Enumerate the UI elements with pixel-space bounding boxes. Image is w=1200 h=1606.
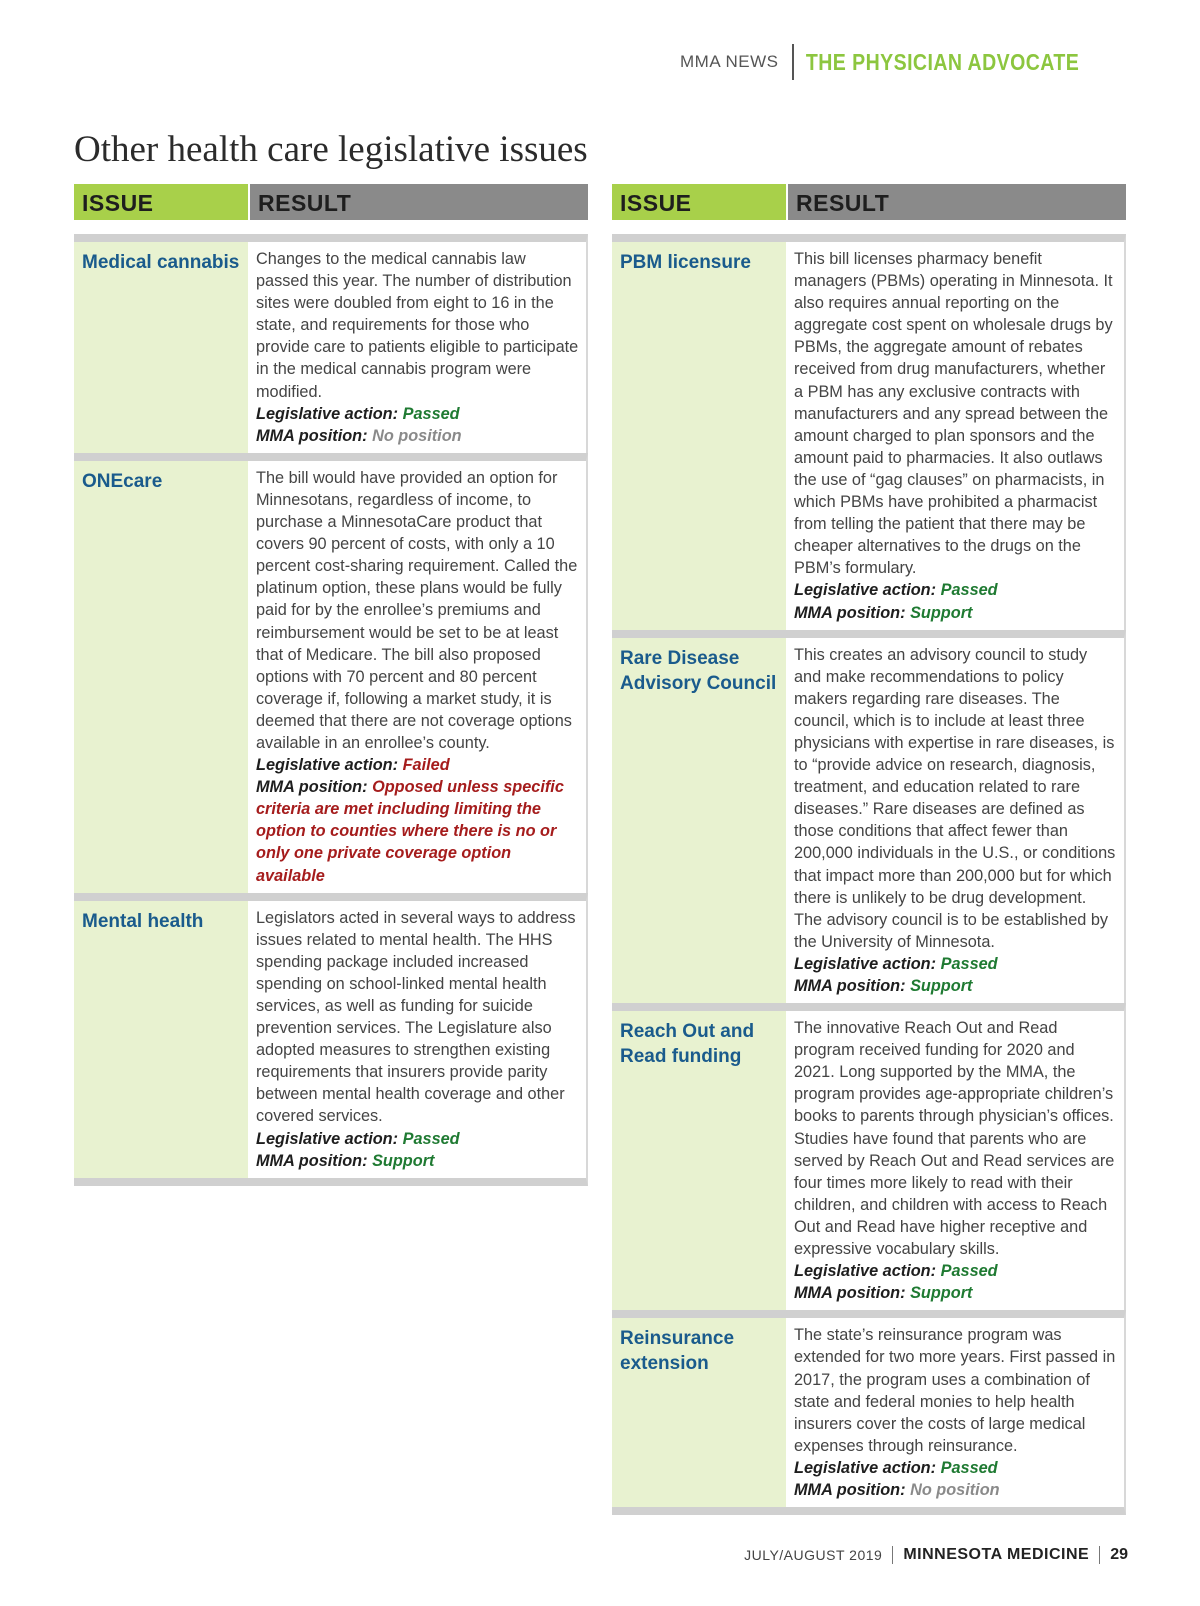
result-text: This bill licenses pharmacy benefit managers (PBMs) operating in Minnesota. It also requires annual reporting on the aggregate cost spent on wholesale drugs by PBMs, the aggregate amount of rebates received from drug manufacturers, whether a PBM has any exclusive contracts with manufacturers and any spread between the amount charged to plan sponsors and the amount paid to pharmacies. It also outlaws the use of “gag clauses” on pharmacists, in which PBMs have prohibited a pharmacist from telling the patient that there may be cheaper alternatives to the drugs on the PBM’s formulary. [794,250,1113,578]
legislative-action-label: Legislative action: [256,756,399,775]
legislative-action-value: Passed [940,1262,998,1281]
result-cell [248,242,586,453]
legislative-action-value: Passed [940,954,998,973]
result-cell [786,638,1124,1004]
result-column-header: RESULT [788,184,1126,220]
result-text: This creates an advisory council to study and make recommendations to policy makers regarding rare diseases. The council, which is to include at least three physicians with expertise in rare diseases, is to “provide advice on research, diagnosis, treatment, and education related to rare diseases.” Rare diseases are defined as those conditions that affect fewer than 200,000 individuals in the U.S., or conditions that impact more than 200,000 but for which there is unlikely to be drug development. The advisory council is to be established by the University of Minnesota. [794,645,1116,951]
page-title: Other health care legislative issues [74,129,588,170]
result-text: The innovative Reach Out and Read program received funding for 2020 and 2021. Long supported by the MMA, the program provides age-appropriate children’s books to parents through physician’s offices. Studies have found that parents who are served by Reach Out and Read services are four times more likely to read with their children, and children with access to Reach Out and Read have higher receptive and expressive vocabulary skills. [794,1019,1115,1259]
legislative-action-value: Failed [402,756,450,775]
result-text: Changes to the medical cannabis law passed this year. The number of distribution sites were doubled from eight to 16 in the state, and requirements for those who provide care to patients eligible to participate in the medical cannabis program were modified. [256,250,579,401]
issue-date: JULY/AUGUST 2019 [744,1547,883,1563]
table-row [74,234,588,453]
legislative-action [794,579,1118,601]
mma-position-value: Support [372,1151,435,1170]
page-footer [744,1546,1128,1564]
page-number: 29 [1110,1546,1128,1563]
mma-position [794,1282,1118,1304]
legislative-action-value: Passed [940,581,998,600]
footer-divider [892,1546,893,1564]
issue-name: Reach Out and Read funding [612,1011,786,1310]
legislative-action-value: Passed [402,1129,460,1148]
mma-position-label: MMA position: [256,778,368,797]
issue-name: PBM licensure [612,242,786,630]
column-label: THE PHYSICIAN ADVOCATE [806,48,1080,75]
issue-name: ONEcare [74,461,248,893]
mma-position [794,975,1118,997]
page-header [680,44,1130,80]
result-text: The bill would have provided an option for Minnesotans, regardless of income, to purchase a MinnesotaCare product that covers 90 percent of costs, with only a 10 percent cost-sharing requirement. Called the platinum option, these plans would be fully paid for by the enrollee’s premiums and reimbursement would be set to be at least that of Medicare. The bill also proposed options with 70 percent and 80 percent coverage if, following a market study, it is deemed that there are not coverage options available in an enrollee’s county. [256,468,578,752]
mma-position-label: MMA position: [256,1151,368,1170]
issue-column-header: ISSUE [74,184,248,220]
mma-position-value: Support [910,977,973,995]
legislative-action-label: Legislative action: [256,1129,399,1148]
footer-divider [1099,1546,1100,1564]
mma-position [256,425,580,447]
result-text: The state’s reinsurance program was extended for two more years. First passed in 2017, the program uses a combination of state and federal monies to help health insurers cover the costs of large medical expenses through reinsurance. [794,1326,1116,1455]
mma-position-label: MMA position: [794,603,906,622]
table-header [74,184,588,220]
table-body [74,234,588,1186]
mma-position [794,1479,1118,1501]
issue-name: Mental health [74,901,248,1178]
result-cell [786,1318,1124,1507]
magazine-name: MINNESOTA MEDICINE [903,1546,1090,1563]
legislative-action-label: Legislative action: [794,1458,937,1477]
table-row [612,630,1126,1004]
issue-name: Reinsurance extension [612,1318,786,1507]
result-column-header: RESULT [250,184,588,220]
mma-position-label: MMA position: [794,1284,906,1303]
legislative-action-label: Legislative action: [794,1262,937,1281]
table-row [612,1003,1126,1310]
mma-position-label: MMA position: [256,426,368,445]
left-table [74,184,588,1186]
table-body [612,234,1126,1515]
legislative-action [794,1457,1118,1479]
table-row [612,1310,1126,1515]
legislative-action [256,403,580,425]
mma-position-label: MMA position: [794,1480,906,1499]
legislative-action [256,1128,580,1150]
mma-position-label: MMA position: [794,977,906,995]
result-text: Legislators acted in several ways to address issues related to mental health. The HHS spending package included increased spending on school-linked mental health services, as well as funding for suicide prevention services. The Legislature also adopted measures to strengthen existing requirements that insurers provide parity between mental health coverage and other covered services. [256,908,576,1126]
mma-position-value: No position [372,426,462,445]
result-cell [786,242,1124,630]
issue-name: Medical cannabis [74,242,248,453]
legislative-action [256,754,580,776]
section-label: MMA NEWS [680,52,779,71]
result-cell [786,1011,1124,1310]
table-header [612,184,1126,220]
legislative-action-label: Legislative action: [256,404,399,423]
legislative-action-label: Legislative action: [794,581,937,600]
mma-position-value: No position [910,1480,1000,1499]
table-row [74,453,588,893]
mma-position [256,1150,580,1172]
mma-position [256,776,580,886]
result-cell [248,461,586,893]
mma-position-value: Opposed unless specific criteria are met including limiting the option to counties where there is no or only one private coverage option available [256,778,564,885]
mma-position-value: Support [910,603,973,622]
legislative-action [794,953,1118,975]
result-cell [248,901,586,1178]
mma-position [794,602,1118,624]
legislative-action-label: Legislative action: [794,954,937,973]
mma-position-value: Support [910,1284,973,1303]
table-row [612,234,1126,630]
issue-column-header: ISSUE [612,184,786,220]
issue-name: Rare Disease Advisory Council [612,638,786,1004]
right-table [612,184,1126,1515]
legislative-action-value: Passed [402,404,460,423]
legislative-action [794,1260,1118,1282]
legislative-action-value: Passed [940,1458,998,1477]
table-row [74,893,588,1186]
